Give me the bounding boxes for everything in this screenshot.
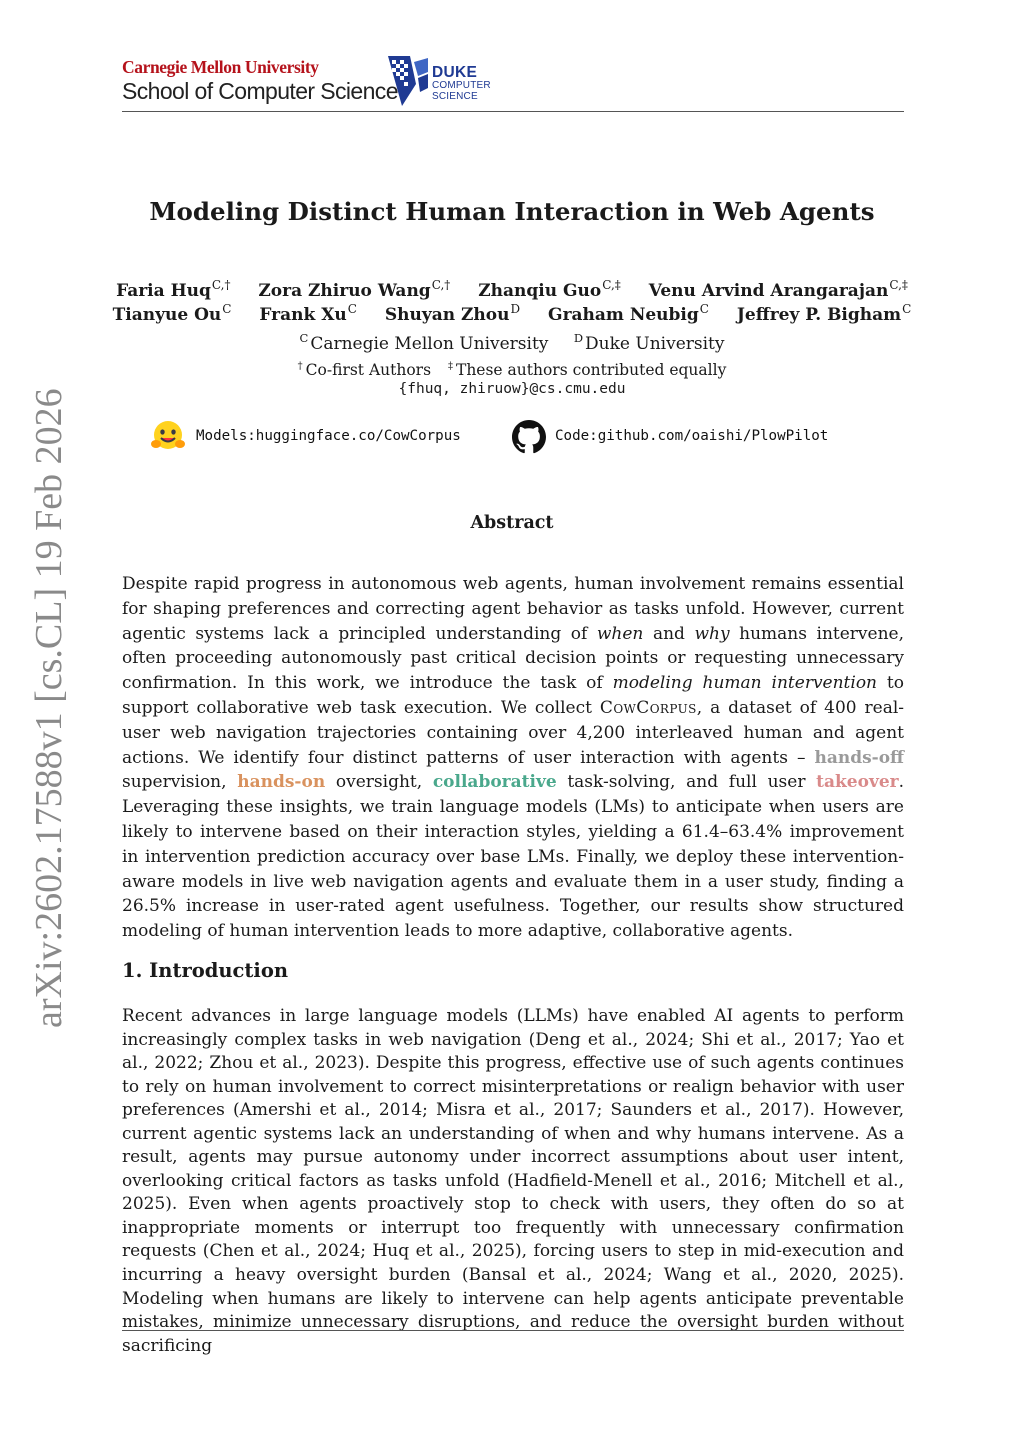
note-mark: †	[297, 361, 303, 372]
affiliation-mark: C,‡	[889, 278, 908, 292]
author-name: Shuyan Zhou	[384, 305, 510, 325]
pattern-hands-off: hands-off	[814, 747, 904, 768]
affiliation-mark: D	[510, 302, 521, 316]
abstract-text: Despite rapid progress in autonomous web agents, human involvement remains essential for shaping preferences and correcting agent behavior as tasks unfold. However, current agentic systems lack a principled understanding of	[122, 574, 904, 644]
dataset-name: CowCorpus	[599, 697, 697, 718]
pattern-collaborative: collaborative	[432, 772, 557, 793]
duke-subtitle: COMPUTER	[432, 80, 491, 91]
github-icon	[512, 420, 546, 454]
affiliation-mark: C	[902, 302, 912, 316]
duke-subtitle: SCIENCE	[432, 91, 478, 102]
abstract-text: supervision,	[122, 772, 238, 793]
code-link[interactable]: Code:github.com/oaishi/PlowPilot	[555, 428, 829, 444]
abstract-text: and	[643, 623, 695, 644]
affiliation	[573, 331, 725, 354]
author-name: Tianyue Ou	[112, 305, 222, 325]
affiliation-mark: C	[347, 302, 357, 316]
author-name: Venu Arvind Arangarajan	[648, 281, 889, 301]
abstract-text: . Leveraging these insights, we train language models (LMs) to anticipate when users are likely to intervene based on their interaction styles, yielding a 61.4–63.4% improvement in intervention prediction accuracy over base LMs. Finally, we deploy these intervention-aware models in live web navigation agents and evaluate them in a user study, finding a 26.5% increase in user-rated agent usefulness. Together, our results show structured modeling of human intervention leads to more adaptive, collaborative agents.	[122, 772, 905, 942]
affiliation-mark: D	[573, 331, 584, 345]
arxiv-identifier[interactable]: arXiv:2602.17588v1 [cs.CL] 19 Feb 2026	[28, 388, 70, 1028]
affiliation-name: Carnegie Mellon University	[310, 334, 549, 354]
resource-links	[150, 418, 890, 456]
note-mark: ‡	[447, 361, 453, 372]
author-name: Jeffrey P. Bigham	[736, 305, 902, 325]
emphasis-task: modeling human intervention	[612, 673, 878, 694]
abstract-text: , a dataset of 400 real-user web navigation trajectories containing over 4,200 interleaved human and agent actions. We identify four distinct patterns of user interaction with agents –	[122, 697, 905, 768]
affiliation-mark: C	[222, 302, 232, 316]
abstract-text: to support collaborative web task execution. We collect	[122, 673, 904, 718]
cmu-name: Carnegie Mellon University	[122, 57, 319, 77]
paper-title: Modeling Distinct Human Interaction in Web Agents	[149, 197, 875, 226]
affiliations	[0, 327, 1024, 355]
abstract-text: oversight,	[325, 772, 433, 793]
author	[113, 298, 232, 326]
abstract-body	[122, 572, 904, 944]
affiliation-mark: C,†	[211, 278, 231, 292]
affiliation-mark: C	[699, 302, 709, 316]
affiliation-name: Duke University	[585, 334, 725, 354]
affiliation-mark: C,†	[431, 278, 451, 292]
author-note	[298, 361, 431, 379]
author-note	[448, 361, 726, 379]
author	[737, 298, 911, 326]
models-link[interactable]: Models:huggingface.co/CowCorpus	[196, 428, 461, 444]
duke-wordmark	[432, 65, 491, 102]
author	[259, 298, 357, 326]
page-header	[122, 54, 904, 112]
contact-email[interactable]: {fhuq, zhiruow}@cs.cmu.edu	[398, 381, 626, 397]
abstract-heading: Abstract	[470, 513, 554, 533]
affiliation	[299, 331, 549, 354]
author-list	[0, 298, 1024, 326]
abstract-text: task-solving, and full user	[556, 772, 817, 793]
duke-name: DUKE	[432, 64, 478, 81]
footer-divider	[122, 1330, 904, 1331]
author	[548, 298, 709, 326]
author-name: Frank Xu	[259, 305, 347, 325]
hugging-face-icon	[150, 418, 186, 454]
author-name: Zora Zhiruo Wang	[258, 281, 431, 301]
section-heading-introduction: 1. Introduction	[122, 959, 289, 982]
cmu-school: School of Computer Science	[122, 78, 398, 104]
emphasis-why: why	[694, 623, 730, 644]
pattern-hands-on: hands-on	[237, 772, 326, 793]
affiliation-mark: C,‡	[602, 278, 621, 292]
duke-mark-icon	[388, 56, 428, 106]
author-name: Graham Neubig	[548, 305, 699, 325]
author-name: Zhanqiu Guo	[478, 281, 602, 301]
author-name: Faria Huq	[116, 281, 211, 301]
note-text: These authors contributed equally	[455, 361, 727, 379]
author-notes	[0, 357, 1024, 380]
introduction-body: Recent advances in large language models (LLMs) have enabled AI agents to perform increasingly complex tasks in web navigation (Deng et al., 2024; Shi et al., 2017; Yao et al., 2022; Zhou et al., 2023). Despite this progress, effective use of such agents continues to rely on human involvement to correct misinterpretations or realign behavior with user preferences (Amershi et al., 2014; Misra et al., 2017; Saunders et al., 2017). However, current agentic systems lack an understanding of when and why humans intervene. As a result, agents may pursue autonomy under incorrect assumptions about user intent, overlooking critical factors as tasks unfold (Hadfield-Menell et al., 2016; Mitchell et al., 2025). Even when agents proactively stop to check with users, they often do so at inappropriate moments or interrupt too frequently with unnecessary confirmation requests (Chen et al., 2024; Huq et al., 2025), forcing users to step in mid-execution and incurring a heavy oversight burden (Bansal et al., 2024; Wang et al., 2020, 2025). Modeling when humans are likely to intervene can help agents anticipate preventable mistakes, minimize unnecessary disruptions, and reduce the oversight burden without sacrificing	[122, 1006, 904, 1356]
pattern-takeover: takeover	[816, 772, 899, 793]
header-divider	[122, 111, 904, 112]
cmu-logo	[122, 56, 398, 104]
note-text: Co-first Authors	[305, 361, 432, 379]
affiliation-mark: C	[299, 331, 309, 345]
emphasis-when: when	[596, 623, 644, 644]
abstract-text: humans intervene, often proceeding autonomously past critical decision points or requesting unnecessary confirmation. In this work, we introduce the task of	[122, 623, 904, 694]
author	[385, 298, 520, 326]
